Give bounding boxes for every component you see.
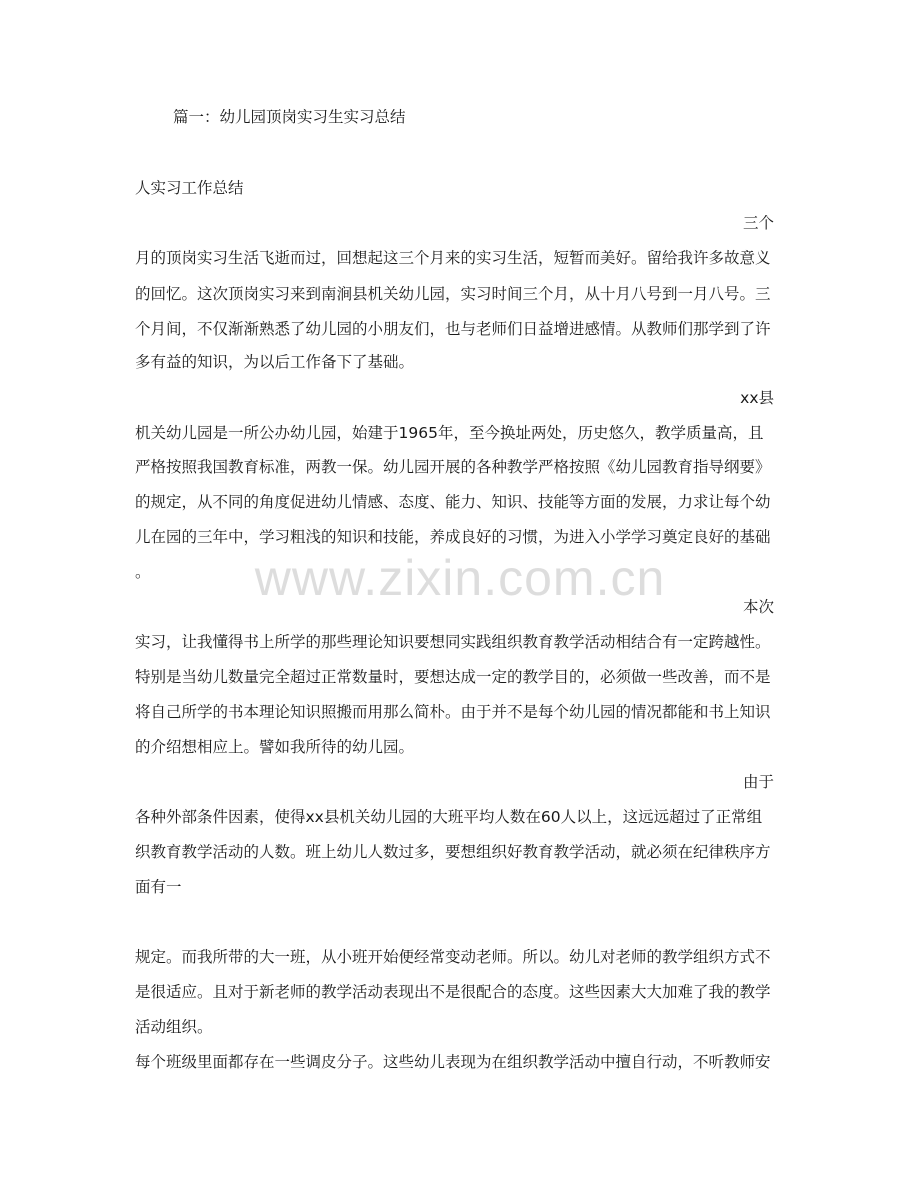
text-line: 活动组织。 — [135, 1018, 213, 1036]
text-line: 织教育教学活动的人数。班上幼儿人数过多，要想组织好教育教学活动，就必须在纪律秩序方 — [135, 843, 771, 861]
text-line: 的规定，从不同的角度促进幼儿情感、态度、能力、知识、技能等方面的发展，力求让每个幼 — [135, 493, 771, 511]
text-line: 儿在园的三年中，学习粗浅的知识和技能，养成良好的习惯，为进入小学学习奠定良好的基础 — [135, 528, 771, 546]
text-line-right: 本次 — [742, 598, 774, 616]
text-line: 规定。而我所带的大一班，从小班开始便经常变动老师。所以。幼儿对老师的教学组织方式不 — [135, 948, 771, 966]
watermark: www.zixin.com.cn — [254, 550, 666, 606]
text-line: 月的顶岗实习生活飞逝而过，回想起这三个月来的实习生活，短暂而美好。留给我许多故意义 — [135, 249, 771, 267]
text-line: 面有一 — [135, 878, 182, 896]
text-line: 特别是当幼儿数量完全超过正常数量时，要想达成一定的教学目的，必须做一些改善，而不是 — [135, 668, 771, 686]
text-line-right: 由于 — [742, 773, 774, 791]
text-line: 。 — [135, 563, 151, 581]
text-line: 将自己所学的书本理论知识照搬而用那么简朴。由于并不是每个幼儿园的情况都能和书上知识 — [135, 703, 771, 721]
text-line: 严格按照我国教育标准，两教一保。幼儿园开展的各种教学严格按照《幼儿园教育指导纲要》 — [135, 458, 771, 476]
text-line-right: 三个 — [742, 214, 774, 232]
text-line: 是很适应。且对于新老师的教学活动表现出不是很配合的态度。这些因素大大加难了我的教学 — [135, 983, 771, 1001]
text-line: 人实习工作总结 — [135, 179, 244, 197]
text-line: 机关幼儿园是一所公办幼儿园，始建于1965年，至今换址两处，历史悠久，教学质量高，且 — [135, 424, 764, 442]
text-line: 多有益的知识，为以后工作备下了基础。 — [135, 353, 415, 371]
text-line: 个月间，不仅渐渐熟悉了幼儿园的小朋友们，也与老师们日益增进感情。从教师们那学到了许 — [135, 320, 771, 338]
document-title: 篇一：幼儿园顶岗实习生实习总结 — [173, 108, 406, 126]
text-line: 的介绍想相应上。譬如我所待的幼儿园。 — [135, 738, 415, 756]
text-line: 实习，让我懂得书上所学的那些理论知识要想同实践组织教育教学活动相结合有一定跨越性。 — [135, 633, 771, 651]
text-line: 各种外部条件因素，使得xx县机关幼儿园的大班平均人数在60人以上，这远远超过了正常组 — [135, 808, 763, 826]
text-line: 的回忆。这次顶岗实习来到南涧县机关幼儿园，实习时间三个月，从十月八号到一月八号。三 — [135, 285, 771, 303]
text-line: 每个班级里面都存在一些调皮分子。这些幼儿表现为在组织教学活动中擅自行动，不听教师安 — [135, 1053, 771, 1071]
text-line-right: xx县 — [740, 389, 774, 407]
